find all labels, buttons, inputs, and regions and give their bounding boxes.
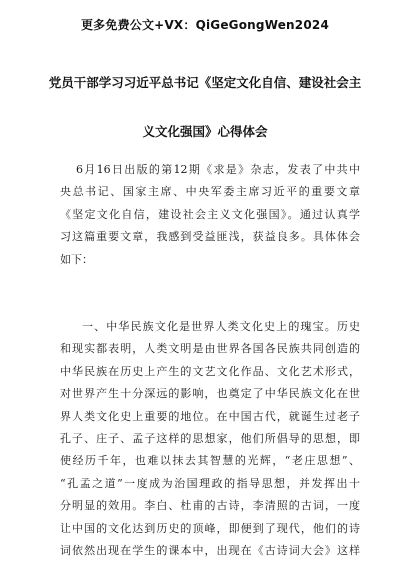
paragraph-line: 界人类文化史上重要的地位。在中国古代，就诞生过老子 xyxy=(60,409,360,423)
paragraph-1 xyxy=(60,159,360,271)
paragraph-line: 词依然出现在学生的课本中，出现在《古诗词大会》这样 xyxy=(60,543,360,557)
paragraph-line: 如下： xyxy=(60,252,93,266)
paragraph-line: 和现实都表明，人类文明是由世界各国各民族共同创造的 xyxy=(60,342,360,356)
watermark-header: 更多免费公文+VX：QiGeGongWen2024 xyxy=(80,18,329,32)
document-title-line-1: 党员干部学习习近平总书记《坚定文化自信、建设社会主 xyxy=(48,75,362,90)
paragraph-line: 6月16日出版的第12期《求是》杂志，发表了中共中 xyxy=(76,163,360,176)
paragraph-line: 一、中华民族文化是世界人类文化史上的瑰宝。历史 xyxy=(82,320,360,333)
paragraph-line: 中华民族在历史上产生的文艺文化作品、文化艺术形式， xyxy=(60,364,360,378)
paragraph-line: 分明显的效用。李白、杜甫的古诗，李清照的古词，一度 xyxy=(60,499,360,513)
paragraph-2 xyxy=(60,316,360,562)
paragraph-line: 央总书记、国家主席、中央军委主席习近平的重要文章 xyxy=(60,185,360,199)
paragraph-line: “孔孟之道”一度成为治国理政的指导思想，并发挥出十 xyxy=(60,476,360,490)
paragraph-line: 使经历千年，也难以抹去其智慧的光辉，“老庄思想”、 xyxy=(60,454,360,468)
paragraph-line: 对世界产生十分深远的影响，也奠定了中华民族文化在世 xyxy=(60,387,360,401)
paragraph-line: 习这篇重要文章，我感到受益匪浅，获益良多。具体体会 xyxy=(60,230,360,244)
paragraph-line: 《坚定文化自信，建设社会主义文化强国》。通过认真学 xyxy=(60,207,360,221)
paragraph-line: 让中国的文化达到历史的顶峰，即便到了现代，他们的诗 xyxy=(60,521,360,535)
paragraph-line: 孔子、庄子、孟子这样的思想家，他们所倡导的思想，即 xyxy=(60,431,360,445)
document-title-line-2: 义文化强国》心得体会 xyxy=(142,124,268,139)
